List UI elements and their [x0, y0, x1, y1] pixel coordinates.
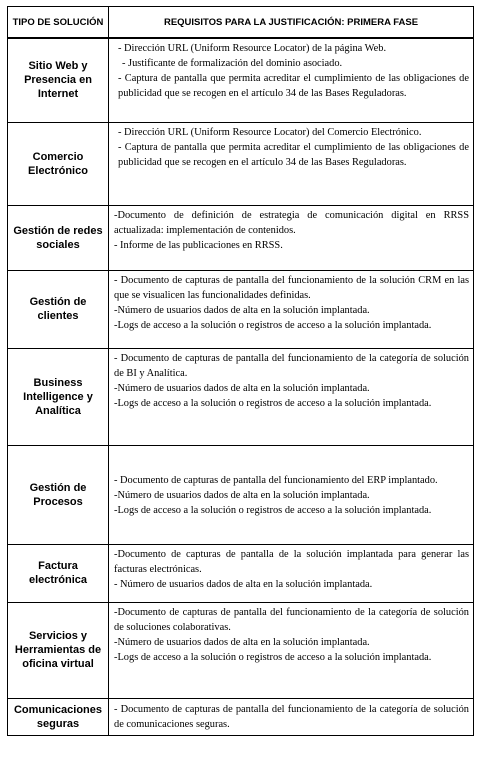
solution-type-cell: Business Intelligence y Analítica [8, 348, 109, 445]
requirements-table [7, 6, 474, 736]
requirement-item: -Logs de acceso a la solución o registros de acceso a la solución implantada. [114, 319, 432, 331]
requirement-item: - Documento de capturas de pantalla del funcionamiento de la solución CRM en las que se visualicen las funcionalidades definidas. [114, 274, 469, 301]
requirement-item: - Documento de capturas de pantalla del funcionamiento de la categoría de solución de comunicaciones seguras. [114, 704, 469, 730]
requirements-table-container [7, 6, 473, 736]
header-solution-type: TIPO DE SOLUCIÓN [8, 7, 109, 39]
table-header-row [8, 7, 474, 39]
requirement-item: - Captura de pantalla que permita acreditar el cumplimiento de las obligaciones de publicidad que se recogen en el artículo 34 de las Bases Reguladoras. [118, 141, 469, 168]
requirements-cell [109, 602, 474, 698]
requirement-item: -Número de usuarios dados de alta en la solución implantada. [114, 382, 370, 394]
table-row [8, 544, 474, 602]
requirements-cell [109, 445, 474, 544]
requirement-item: - Justificante de formalización del dominio asociado. [122, 58, 343, 69]
solution-type-cell: Gestión de redes sociales [8, 205, 109, 270]
table-row [8, 348, 474, 445]
requirement-item: -Documento de definición de estrategia de comunicación digital en RRSS actualizada: implementación de contenidos. [114, 209, 469, 236]
requirement-item: -Documento de capturas de pantalla de la solución implantada para generar las facturas electrónicas. [114, 548, 469, 575]
solution-type-cell: Sitio Web y Presencia en Internet [8, 38, 109, 122]
solution-type-cell: Gestión de clientes [8, 270, 109, 348]
requirement-item: -Documento de capturas de pantalla del funcionamiento de la categoría de solución de soluciones colaborativas. [114, 606, 469, 633]
table-row [8, 445, 474, 544]
solution-type-cell: Comercio Electrónico [8, 122, 109, 205]
table-row [8, 38, 474, 122]
requirements-cell [109, 38, 474, 122]
solution-type-cell: Factura electrónica [8, 544, 109, 602]
requirement-item: -Logs de acceso a la solución o registros de acceso a la solución implantada. [114, 504, 432, 516]
requirements-cell [109, 698, 474, 735]
solution-type-cell: Comunicaciones seguras [8, 698, 109, 735]
requirement-item: -Logs de acceso a la solución o registros de acceso a la solución implantada. [114, 397, 432, 409]
solution-type-cell: Servicios y Herramientas de oficina virtual [8, 602, 109, 698]
requirement-item: - Dirección URL (Uniform Resource Locator) del Comercio Electrónico. [118, 126, 422, 138]
table-row [8, 698, 474, 735]
table-row [8, 122, 474, 205]
requirement-item: -Logs de acceso a la solución o registros de acceso a la solución implantada. [114, 651, 432, 663]
requirement-item: -Número de usuarios dados de alta en la solución implantada. [114, 636, 370, 648]
requirement-item: - Documento de capturas de pantalla del funcionamiento del ERP implantado. [114, 474, 438, 486]
solution-type-cell: Gestión de Procesos [8, 445, 109, 544]
requirements-cell [109, 270, 474, 348]
requirement-item: - Número de usuarios dados de alta en la solución implantada. [114, 578, 373, 590]
table-row [8, 205, 474, 270]
requirement-item: -Número de usuarios dados de alta en la solución implantada. [114, 489, 370, 501]
table-row [8, 602, 474, 698]
requirement-item: -Número de usuarios dados de alta en la solución implantada. [114, 304, 370, 316]
requirements-cell [109, 544, 474, 602]
table-row [8, 270, 474, 348]
requirement-item: - Documento de capturas de pantalla del funcionamiento de la categoría de solución de BI y Analítica. [114, 352, 469, 379]
requirements-cell [109, 122, 474, 205]
requirements-cell [109, 205, 474, 270]
header-requirements: REQUISITOS PARA LA JUSTIFICACIÓN: PRIMERA FASE [109, 7, 474, 39]
requirement-item: - Dirección URL (Uniform Resource Locator) de la página Web. [118, 43, 387, 54]
requirement-item: - Captura de pantalla que permita acreditar el cumplimiento de las obligaciones de publicidad que se recogen en el artículo 34 de las Bases Reguladoras. [118, 73, 469, 99]
requirements-cell [109, 348, 474, 445]
requirement-item: - Informe de las publicaciones en RRSS. [114, 239, 283, 251]
